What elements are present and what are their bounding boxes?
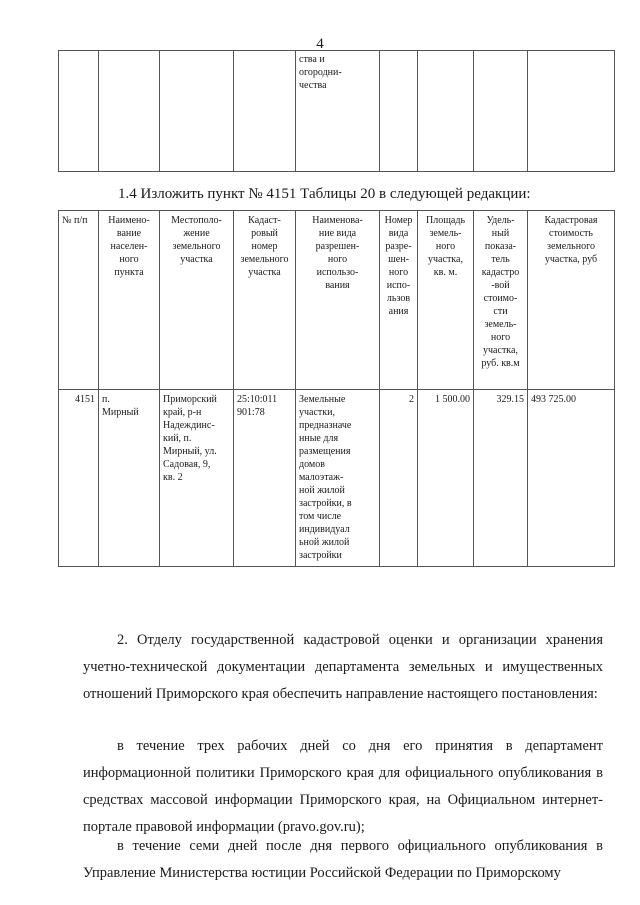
paragraph: в течение семи дней после дня первого официального опубликования в Управление Министерства юстиции Российской Федерации по Приморскому: [83, 837, 603, 881]
table-cell: [99, 51, 160, 172]
header-cell: Удель- ный показа- тель кадастро -вой стоимо- сти земель- ного участка, руб. кв.м: [474, 211, 528, 390]
header-cell: Номер вида разре- шен- ного испо- льзов ания: [380, 211, 418, 390]
header-cell: Площадь земель- ного участка, кв. м.: [418, 211, 474, 390]
table-cell: [234, 51, 296, 172]
table-cell: [418, 51, 474, 172]
table-cell: [380, 51, 418, 172]
table-cell: [160, 51, 234, 172]
table-cell: 1 500.00: [418, 390, 474, 567]
header-cell: № п/п: [59, 211, 99, 390]
continuation-table: [58, 50, 615, 172]
table-cell: Приморский край, р-н Надеждинс- кий, п. Мирный, ул. Садовая, 9, кв. 2: [160, 390, 234, 567]
paragraph: 2. Отделу государственной кадастровой оценки и организации хранения учетно-технической документации департамента земельных и имущественных отношений Приморского края обеспечить направление настоящего постановления:: [83, 631, 603, 702]
header-cell: Местополо- жение земельного участка: [160, 211, 234, 390]
header-cell: Наименова- ние вида разрешен- ного использо- вания: [296, 211, 380, 390]
table-cell: 4151: [59, 390, 99, 567]
table-cell: ства и огородни- чества: [296, 51, 380, 172]
page-number: 4: [316, 36, 324, 52]
table-cell: 2: [380, 390, 418, 567]
table-cell: п. Мирный: [99, 390, 160, 567]
header-cell: Кадастровая стоимость земельного участка, руб: [528, 211, 615, 390]
table-header-row: [59, 211, 615, 390]
table-cell: Земельные участки, предназначе нные для размещения домов малоэтаж- ной жилой застройки, в том числе индивидуал ьной жилой застройки: [296, 390, 380, 567]
table-cell: [528, 51, 615, 172]
cadastral-table: [58, 210, 615, 567]
table-cell: [474, 51, 528, 172]
section-heading: 1.4 Изложить пункт № 4151 Таблицы 20 в следующей редакции:: [118, 186, 531, 202]
table-cell: 25:10:011 901:78: [234, 390, 296, 567]
table-row: [59, 390, 615, 567]
header-cell: Наимено- вание населен- ного пункта: [99, 211, 160, 390]
table-cell: [59, 51, 99, 172]
table-cell: 493 725.00: [528, 390, 615, 567]
table-cell: 329.15: [474, 390, 528, 567]
header-cell: Кадаст- ровый номер земельного участка: [234, 211, 296, 390]
paragraph: в течение трех рабочих дней со дня его принятия в департамент информационной политики Приморского края для официального опубликования в средствах массовой информации Приморского края, на Официальном интернет-портале правовой информации (pravo.gov.ru);: [83, 737, 603, 835]
